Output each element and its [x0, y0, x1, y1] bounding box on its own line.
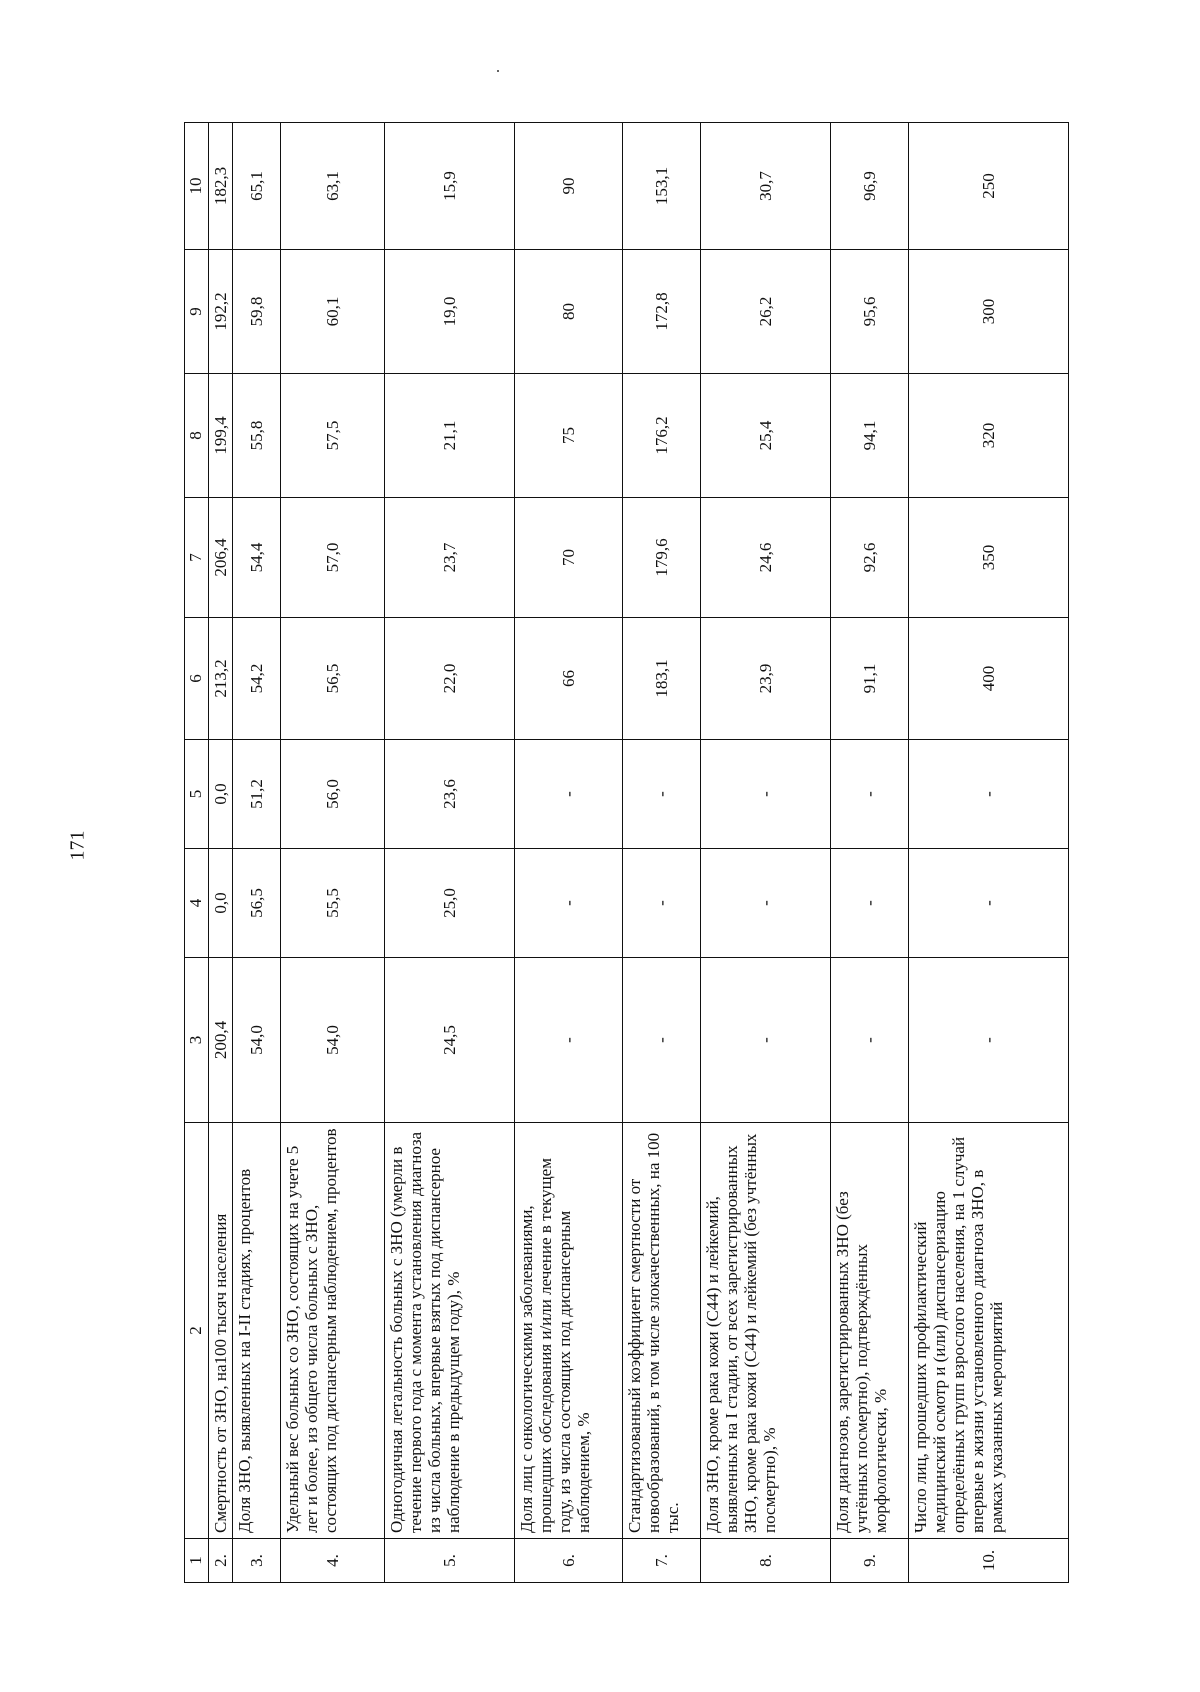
- indicator-name: Удельный вес больных со ЗНО, состоящих на учете 5 лет и более, из общего числа больных с ЗНО, состоящих под диспансерным наблюдением, процентов: [281, 1123, 385, 1539]
- value-cell: 55,8: [233, 374, 281, 498]
- value-cell: 30,7: [701, 123, 831, 250]
- value-cell: 59,8: [233, 250, 281, 374]
- indicator-name: Доля диагнозов, зарегистрированных ЗНО (без учтённых посмертно), подтверждённых морфологически, %: [831, 1123, 909, 1539]
- value-cell: 24,5: [385, 958, 515, 1123]
- value-cell: 0,0: [209, 740, 233, 849]
- value-cell: 56,5: [233, 849, 281, 958]
- indicators-table: [184, 122, 1069, 1583]
- header-cell: 8: [185, 374, 209, 498]
- value-cell: 153,1: [623, 123, 701, 250]
- value-cell: 24,6: [701, 498, 831, 618]
- header-cell: 2: [185, 1123, 209, 1539]
- row-number: 4.: [281, 1539, 385, 1583]
- header-cell: 5: [185, 740, 209, 849]
- value-cell: -: [623, 958, 701, 1123]
- value-cell: 54,0: [233, 958, 281, 1123]
- header-cell: 3: [185, 958, 209, 1123]
- value-cell: 96,9: [831, 123, 909, 250]
- indicator-name: Доля ЗНО, кроме рака кожи (С44) и лейкемий, выявленных на I стадии, от всех зарегистрированных ЗНО, кроме рака кожи (С44) и лейкемий (без учтённых посмертно), %: [701, 1123, 831, 1539]
- row-number: 3.: [233, 1539, 281, 1583]
- value-cell: -: [623, 740, 701, 849]
- header-row: [185, 123, 209, 1583]
- value-cell: -: [515, 958, 623, 1123]
- row-number: 5.: [385, 1539, 515, 1583]
- value-cell: -: [623, 849, 701, 958]
- scan-speck: [497, 70, 499, 72]
- value-cell: 54,2: [233, 618, 281, 740]
- table-row: [209, 123, 233, 1583]
- indicator-name: Стандартизованный коэффициент смертности от новообразований, в том числе злокачественных, на 100 тыс.: [623, 1123, 701, 1539]
- value-cell: 70: [515, 498, 623, 618]
- value-cell: 92,6: [831, 498, 909, 618]
- value-cell: 200,4: [209, 958, 233, 1123]
- value-cell: 54,0: [281, 958, 385, 1123]
- table-row: [385, 123, 515, 1583]
- table-row: [281, 123, 385, 1583]
- value-cell: 176,2: [623, 374, 701, 498]
- value-cell: 199,4: [209, 374, 233, 498]
- value-cell: 94,1: [831, 374, 909, 498]
- value-cell: -: [515, 849, 623, 958]
- value-cell: 250: [909, 123, 1069, 250]
- value-cell: 95,6: [831, 250, 909, 374]
- value-cell: 25,4: [701, 374, 831, 498]
- value-cell: 80: [515, 250, 623, 374]
- value-cell: 213,2: [209, 618, 233, 740]
- header-cell: 1: [185, 1539, 209, 1583]
- indicator-name: Число лиц, прошедших профилактический медицинский осмотр и (или) диспансеризацию определённых групп взрослого населения, на 1 случай впервые в жизни установленного диагноза ЗНО, в рамках указанных мероприятий: [909, 1123, 1069, 1539]
- value-cell: 206,4: [209, 498, 233, 618]
- value-cell: 54,4: [233, 498, 281, 618]
- value-cell: 90: [515, 123, 623, 250]
- row-number: 2.: [209, 1539, 233, 1583]
- value-cell: 56,5: [281, 618, 385, 740]
- value-cell: 66: [515, 618, 623, 740]
- value-cell: 56,0: [281, 740, 385, 849]
- value-cell: 91,1: [831, 618, 909, 740]
- value-cell: 55,5: [281, 849, 385, 958]
- value-cell: 320: [909, 374, 1069, 498]
- table-row: [909, 123, 1069, 1583]
- value-cell: -: [515, 740, 623, 849]
- table-row: [701, 123, 831, 1583]
- value-cell: 15,9: [385, 123, 515, 250]
- value-cell: 65,1: [233, 123, 281, 250]
- value-cell: 57,0: [281, 498, 385, 618]
- value-cell: -: [831, 958, 909, 1123]
- header-cell: 7: [185, 498, 209, 618]
- value-cell: 63,1: [281, 123, 385, 250]
- value-cell: -: [701, 958, 831, 1123]
- indicator-name: Смертность от ЗНО, на100 тысяч населения: [209, 1123, 233, 1539]
- value-cell: 179,6: [623, 498, 701, 618]
- table-row: [233, 123, 281, 1583]
- row-number: 6.: [515, 1539, 623, 1583]
- value-cell: -: [701, 849, 831, 958]
- value-cell: -: [909, 740, 1069, 849]
- indicator-name: Доля ЗНО, выявленных на I-II стадиях, процентов: [233, 1123, 281, 1539]
- value-cell: 300: [909, 250, 1069, 374]
- header-cell: 6: [185, 618, 209, 740]
- value-cell: 25,0: [385, 849, 515, 958]
- value-cell: 182,3: [209, 123, 233, 250]
- value-cell: 23,6: [385, 740, 515, 849]
- table-row: [515, 123, 623, 1583]
- indicator-name: Одногодичная летальность больных с ЗНО (умерли в течение первого года с момента установления диагноза из числа больных, впервые взятых под диспансерное наблюдение в предыдущем году), %: [385, 1123, 515, 1539]
- value-cell: 192,2: [209, 250, 233, 374]
- value-cell: -: [831, 849, 909, 958]
- row-number: 7.: [623, 1539, 701, 1583]
- row-number: 8.: [701, 1539, 831, 1583]
- value-cell: 0,0: [209, 849, 233, 958]
- header-cell: 9: [185, 250, 209, 374]
- value-cell: 19,0: [385, 250, 515, 374]
- header-cell: 10: [185, 123, 209, 250]
- value-cell: -: [831, 740, 909, 849]
- table-row: [831, 123, 909, 1583]
- rotated-table-container: [184, 123, 1044, 1583]
- value-cell: -: [909, 849, 1069, 958]
- value-cell: 51,2: [233, 740, 281, 849]
- value-cell: 75: [515, 374, 623, 498]
- row-number: 10.: [909, 1539, 1069, 1583]
- value-cell: 21,1: [385, 374, 515, 498]
- value-cell: 57,5: [281, 374, 385, 498]
- value-cell: 22,0: [385, 618, 515, 740]
- value-cell: -: [909, 958, 1069, 1123]
- value-cell: 400: [909, 618, 1069, 740]
- page-number: 171: [66, 830, 89, 861]
- row-number: 9.: [831, 1539, 909, 1583]
- indicator-name: Доля лиц с онкологическими заболеваниями, прошедших обследования и/или лечение в текущем году, из числа состоящих под диспансерным наблюдением, %: [515, 1123, 623, 1539]
- value-cell: 23,7: [385, 498, 515, 618]
- value-cell: 23,9: [701, 618, 831, 740]
- value-cell: 172,8: [623, 250, 701, 374]
- value-cell: 183,1: [623, 618, 701, 740]
- table-row: [623, 123, 701, 1583]
- value-cell: 60,1: [281, 250, 385, 374]
- value-cell: 26,2: [701, 250, 831, 374]
- value-cell: -: [701, 740, 831, 849]
- header-cell: 4: [185, 849, 209, 958]
- value-cell: 350: [909, 498, 1069, 618]
